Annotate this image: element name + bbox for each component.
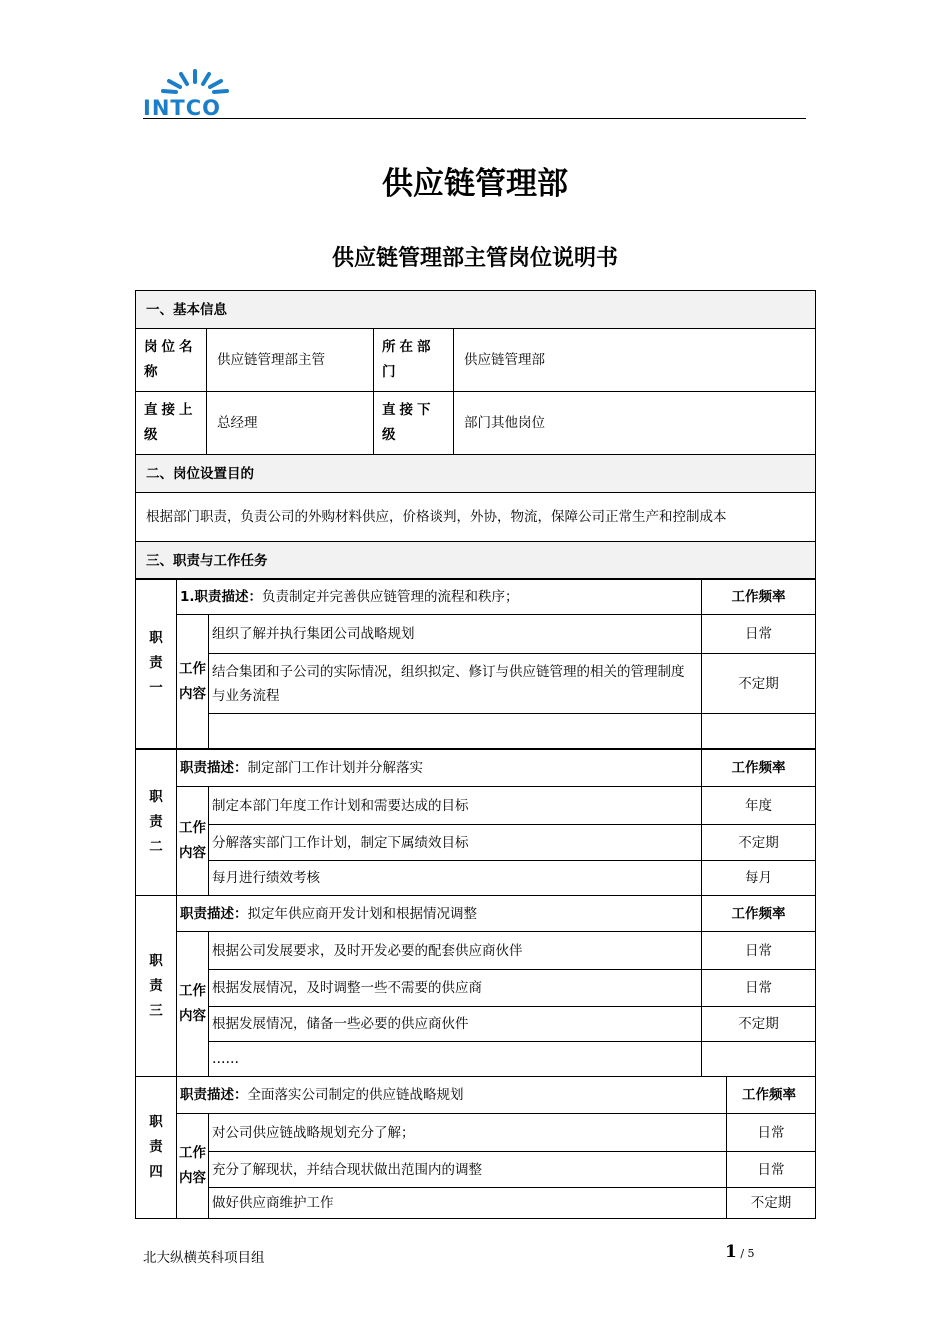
task-text: 做好供应商维护工作 xyxy=(209,1188,727,1219)
duty-description: 职责描述：全面落实公司制定的供应链战略规划 xyxy=(177,1077,727,1114)
superior-label: 直接上级 xyxy=(136,392,207,455)
task-text: 结合集团和子公司的实际情况，组织拟定、修订与供应链管理的相关的管理制度与业务流程 xyxy=(209,654,702,714)
department-value: 供应链管理部 xyxy=(454,329,816,392)
task-frequency: 日常 xyxy=(702,932,816,970)
duty-description: 职责描述：拟定年供应商开发计划和根据情况调整 xyxy=(177,896,702,932)
task-text: …… xyxy=(209,1042,702,1077)
task-text: 每月进行绩效考核 xyxy=(209,861,702,896)
task-text: 制定本部门年度工作计划和需要达成的目标 xyxy=(209,787,702,825)
duty-table-4 xyxy=(135,1076,816,1219)
logo-text: INTCO xyxy=(143,96,221,120)
task-text: 组织了解并执行集团公司战略规划 xyxy=(209,615,702,654)
duty-table-1 xyxy=(135,578,816,749)
duty-side-label: 职责一 xyxy=(136,579,177,749)
work-content-label: 工作内容 xyxy=(177,787,209,896)
subordinate-value: 部门其他岗位 xyxy=(454,392,816,455)
footer-project-group: 北大纵横英科项目组 xyxy=(143,1250,265,1266)
purpose-text: 根据部门职责，负责公司的外购材料供应，价格谈判，外协，物流，保障公司正常生产和控制成本 xyxy=(136,493,816,542)
position-name-label: 岗位名称 xyxy=(136,329,207,392)
department-label: 所在部门 xyxy=(374,329,454,392)
task-text: 对公司供应链战略规划充分了解； xyxy=(209,1114,727,1152)
superior-value: 总经理 xyxy=(207,392,374,455)
task-text: 根据公司发展要求，及时开发必要的配套供应商伙伴 xyxy=(209,932,702,970)
duty-table-3 xyxy=(135,895,816,1077)
task-text: 根据发展情况，及时调整一些不需要的供应商 xyxy=(209,970,702,1007)
section-basic-info-title: 一、基本信息 xyxy=(136,291,816,329)
work-content-label: 工作内容 xyxy=(177,1114,209,1219)
task-frequency xyxy=(702,714,816,749)
section-duties-title: 三、职责与工作任务 xyxy=(136,542,816,580)
duty-side-label: 职责三 xyxy=(136,896,177,1077)
basic-info-table xyxy=(135,290,816,580)
task-frequency: 不定期 xyxy=(702,1007,816,1042)
task-text: 分解落实部门工作计划，制定下属绩效目标 xyxy=(209,825,702,861)
document-title: 供应链管理部主管岗位说明书 xyxy=(331,246,618,271)
task-text: 根据发展情况，储备一些必要的供应商伙件 xyxy=(209,1007,702,1042)
duty-side-label: 职责二 xyxy=(136,750,177,896)
duty-description: 职责描述：制定部门工作计划并分解落实 xyxy=(177,750,702,787)
task-text: 充分了解现状，并结合现状做出范围内的调整 xyxy=(209,1152,727,1188)
frequency-header: 工作频率 xyxy=(702,896,816,932)
task-frequency: 年度 xyxy=(702,787,816,825)
section-purpose-title: 二、岗位设置目的 xyxy=(136,455,816,493)
duty-table-2 xyxy=(135,749,816,896)
task-frequency: 不定期 xyxy=(727,1188,816,1219)
duty-side-label: 职责四 xyxy=(136,1077,177,1219)
duty-description: 1.职责描述：负责制定并完善供应链管理的流程和秩序； xyxy=(177,579,702,615)
header-divider xyxy=(143,118,806,119)
frequency-header: 工作频率 xyxy=(727,1077,816,1114)
task-frequency: 不定期 xyxy=(702,654,816,714)
sunburst-logo-icon xyxy=(143,68,247,98)
department-title: 供应链管理部 xyxy=(382,166,568,202)
task-frequency: 不定期 xyxy=(702,825,816,861)
position-name-value: 供应链管理部主管 xyxy=(207,329,374,392)
task-frequency xyxy=(702,1042,816,1077)
frequency-header: 工作频率 xyxy=(702,579,816,615)
task-frequency: 日常 xyxy=(727,1152,816,1188)
task-frequency: 日常 xyxy=(727,1114,816,1152)
task-text xyxy=(209,714,702,749)
task-frequency: 每月 xyxy=(702,861,816,896)
work-content-label: 工作内容 xyxy=(177,932,209,1077)
page-number: 1 / 5 xyxy=(725,1242,755,1262)
company-logo xyxy=(143,68,247,120)
frequency-header: 工作频率 xyxy=(702,750,816,787)
task-frequency: 日常 xyxy=(702,970,816,1007)
subordinate-label: 直接下级 xyxy=(374,392,454,455)
task-frequency: 日常 xyxy=(702,615,816,654)
work-content-label: 工作内容 xyxy=(177,615,209,749)
